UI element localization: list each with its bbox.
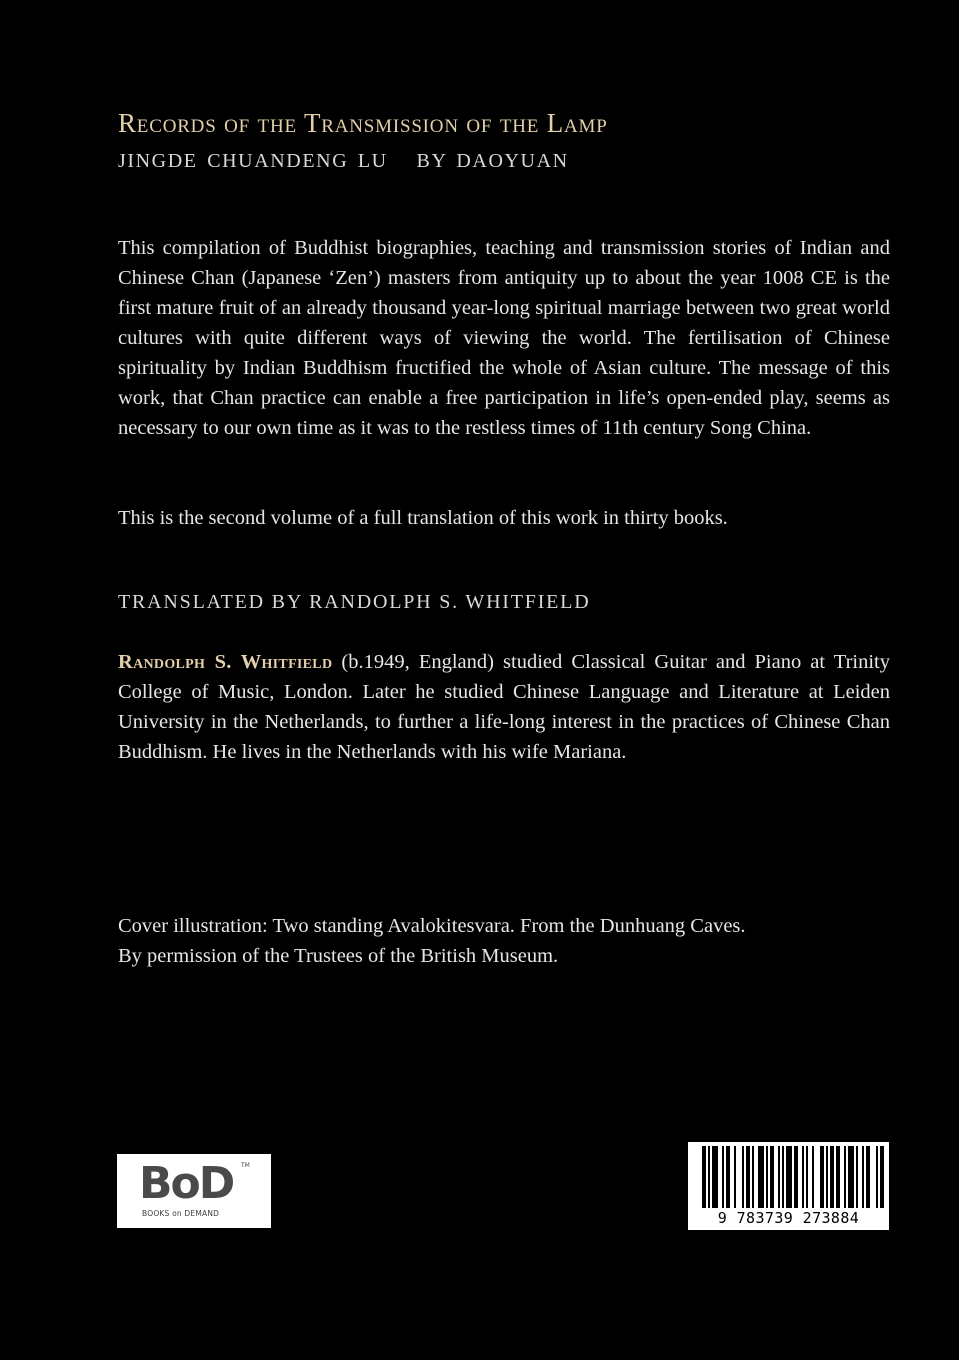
translator-name: Randolph S. Whitfield (118, 651, 333, 673)
barcode-bars (688, 1142, 889, 1208)
isbn-barcode (688, 1142, 889, 1230)
book-description: This compilation of Buddhist biographies, teaching and transmission stories of Indian and Chinese Chan (Japanese ‘Zen’) masters from antiquity up to about the year 1008 CE is the first mature fruit of an already thousand year-long spiritual marriage between two great world cultures with quite different ways of viewing the world. The fertilisation of Chinese spirituality by Indian Buddhism fructified the whole of Asian culture. The message of this work, that Chan practice can enable a free participation in life’s open-ended play, seems as necessary to our own time as it was to the restless times of 11th century Song China. (118, 237, 890, 439)
translator-credit: TRANSLATED BY RANDOLPH S. WHITFIELD (118, 591, 591, 613)
translator-bio-text: (b.1949, England) studied Classical Guitar and Piano at Trinity College of Music, London. Later he studied Chinese Language and Literature at Leiden University in the Netherlands, to further a life-long interest in the practices of Chinese Chan Buddhism. He lives in the Netherlands with his wife Mariana. (118, 651, 890, 763)
book-title: Records of the Transmission of the Lamp (118, 108, 608, 138)
cover-credit-line-1: Cover illustration: Two standing Avalokitesvara. From the Dunhuang Caves. (118, 915, 746, 937)
trademark-symbol: TM (241, 1162, 250, 1169)
cover-credit-line-2: By permission of the Trustees of the British Museum. (118, 945, 559, 967)
volume-note: This is the second volume of a full translation of this work in thirty books. (118, 507, 728, 529)
publisher-logo (117, 1154, 271, 1228)
publisher-tagline: BOOKS on DEMAND (142, 1209, 220, 1218)
translator-bio (118, 647, 890, 767)
publisher-logo-mark: BoD (139, 1158, 234, 1209)
book-subtitle: JINGDE CHUANDENG LU BY DAOYUAN (118, 150, 569, 172)
cover-credit (118, 911, 890, 971)
isbn-number: 9 783739 273884 (717, 1209, 860, 1227)
